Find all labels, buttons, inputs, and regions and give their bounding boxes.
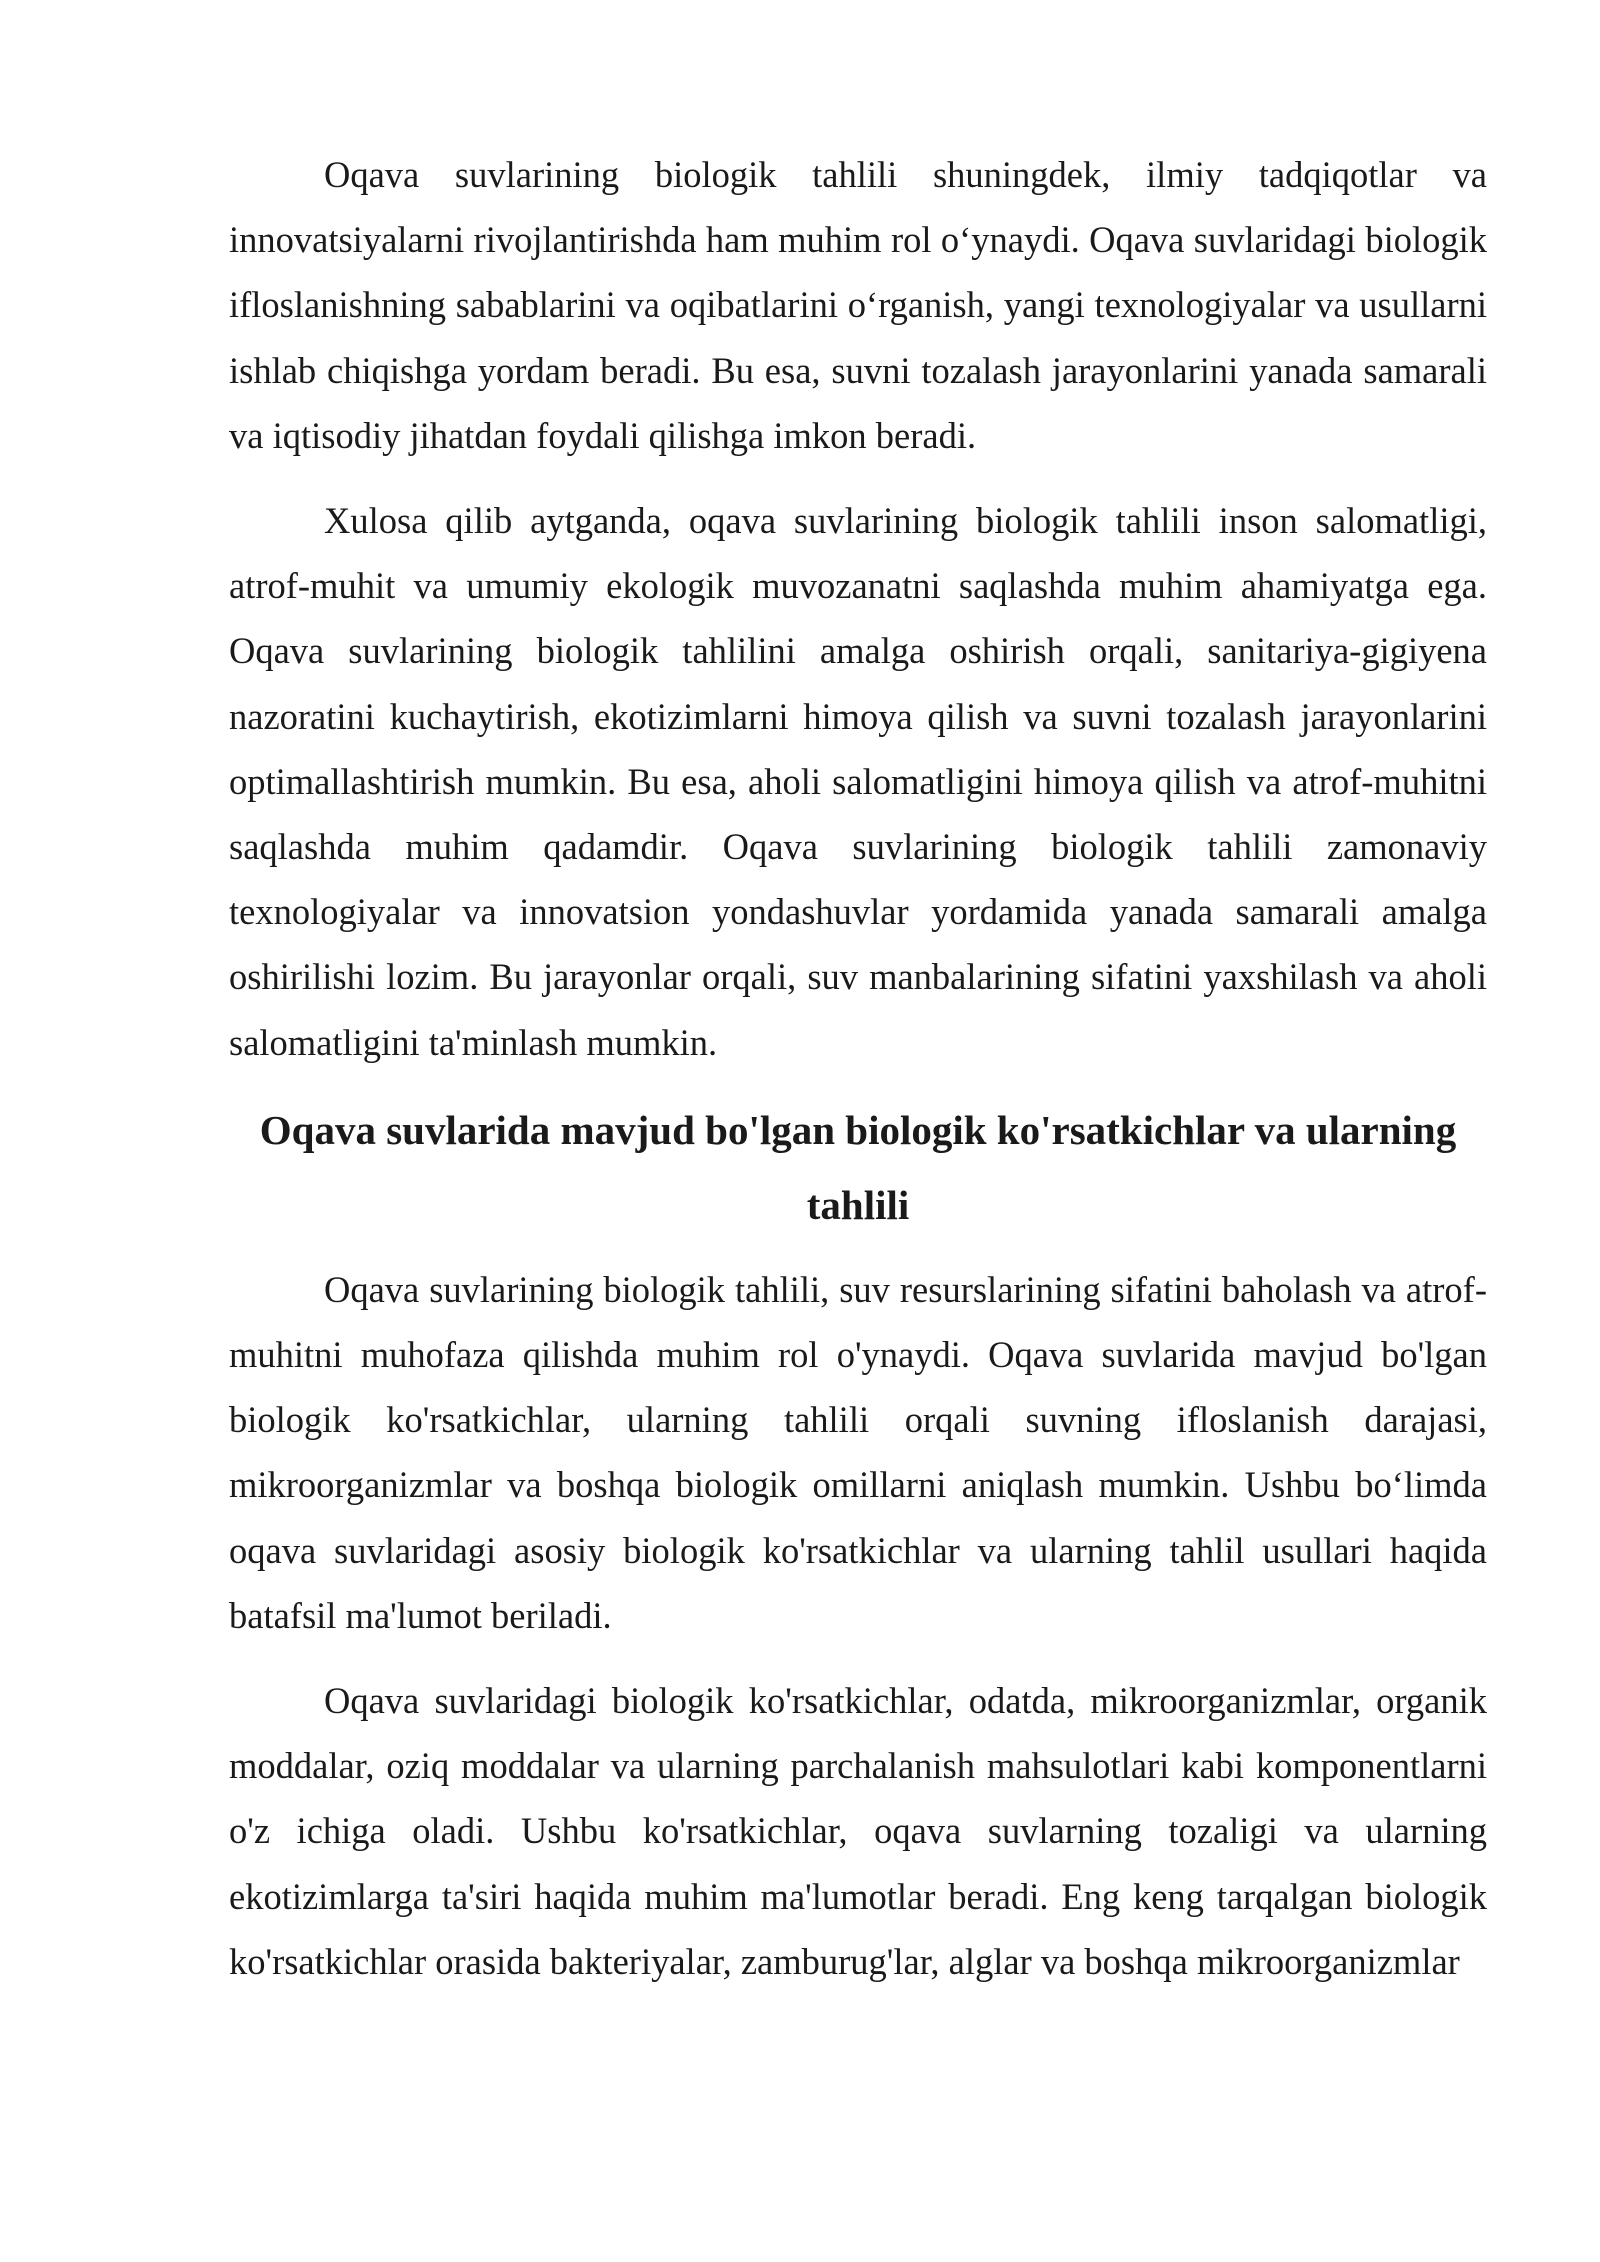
document-page	[229, 142, 1487, 1994]
paragraph-research-innovation: Oqava suvlarining biologik tahlili shuningdek, ilmiy tadqiqotlar va innovatsiyalarni rivojlantirishda ham muhim rol o‘ynaydi. Oqava suvlaridagi biologik ifloslanishning sabablarini va oqibatlarini o‘rganish, yangi texnologiyalar va usullarni ishlab chiqishga yordam beradi. Bu esa, suvni tozalash jarayonlarini yanada samarali va iqtisodiy jihatdan foydali qilishga imkon beradi.	[229, 154, 1487, 456]
paragraph-section-intro: Oqava suvlarining biologik tahlili, suv resurslarining sifatini baholash va atrof-muhitni muhofaza qilishda muhim rol o'ynaydi. Oqava suvlarida mavjud bo'lgan biologik ko'rsatkichlar, ularning tahlili orqali suvning ifloslanish darajasi, mikroorganizmlar va boshqa biologik omillarni aniqlash mumkin. Ushbu bo‘limda oqava suvlaridagi asosiy biologik ko'rsatkichlar va ularning tahlil usullari haqida batafsil ma'lumot beriladi.	[229, 1268, 1487, 1636]
paragraph-conclusion: Xulosa qilib aytganda, oqava suvlarining biologik tahlili inson salomatligi, atrof-muhit va umumiy ekologik muvozanatni saqlashda muhim ahamiyatga ega. Oqava suvlarining biologik tahlilini amalga oshirish orqali, sanitariya-gigiyena nazoratini kuchaytirish, ekotizimlarni himoya qilish va suvni tozalash jarayonlarini optimallashtirish mumkin. Bu esa, aholi salomatligini himoya qilish va atrof-muhitni saqlashda muhim qadamdir. Oqava suvlarining biologik tahlili zamonaviy texnologiyalar va innovatsion yondashuvlar yordamida yanada samarali amalga oshirilishi lozim. Bu jarayonlar orqali, suv manbalarining sifatini yaxshilash va aholi salomatligini ta'minlash mumkin.	[229, 500, 1487, 1063]
paragraph-biological-indicators: Oqava suvlaridagi biologik ko'rsatkichlar, odatda, mikroorganizmlar, organik moddalar, oziq moddalar va ularning parchalanish mahsulotlari kabi komponentlarni o'z ichiga oladi. Ushbu ko'rsatkichlar, oqava suvlarning tozaligi va ularning ekotizimlarga ta'siri haqida muhim ma'lumotlar beradi. Eng keng tarqalgan biologik ko'rsatkichlar orasida bakteriyalar, zamburug'lar, alglar va boshqa mikroorganizmlar	[229, 1680, 1487, 1982]
section-heading: Oqava suvlarida mavjud bo'lgan biologik ko'rsatkichlar va ularning tahlili	[259, 1106, 1457, 1228]
